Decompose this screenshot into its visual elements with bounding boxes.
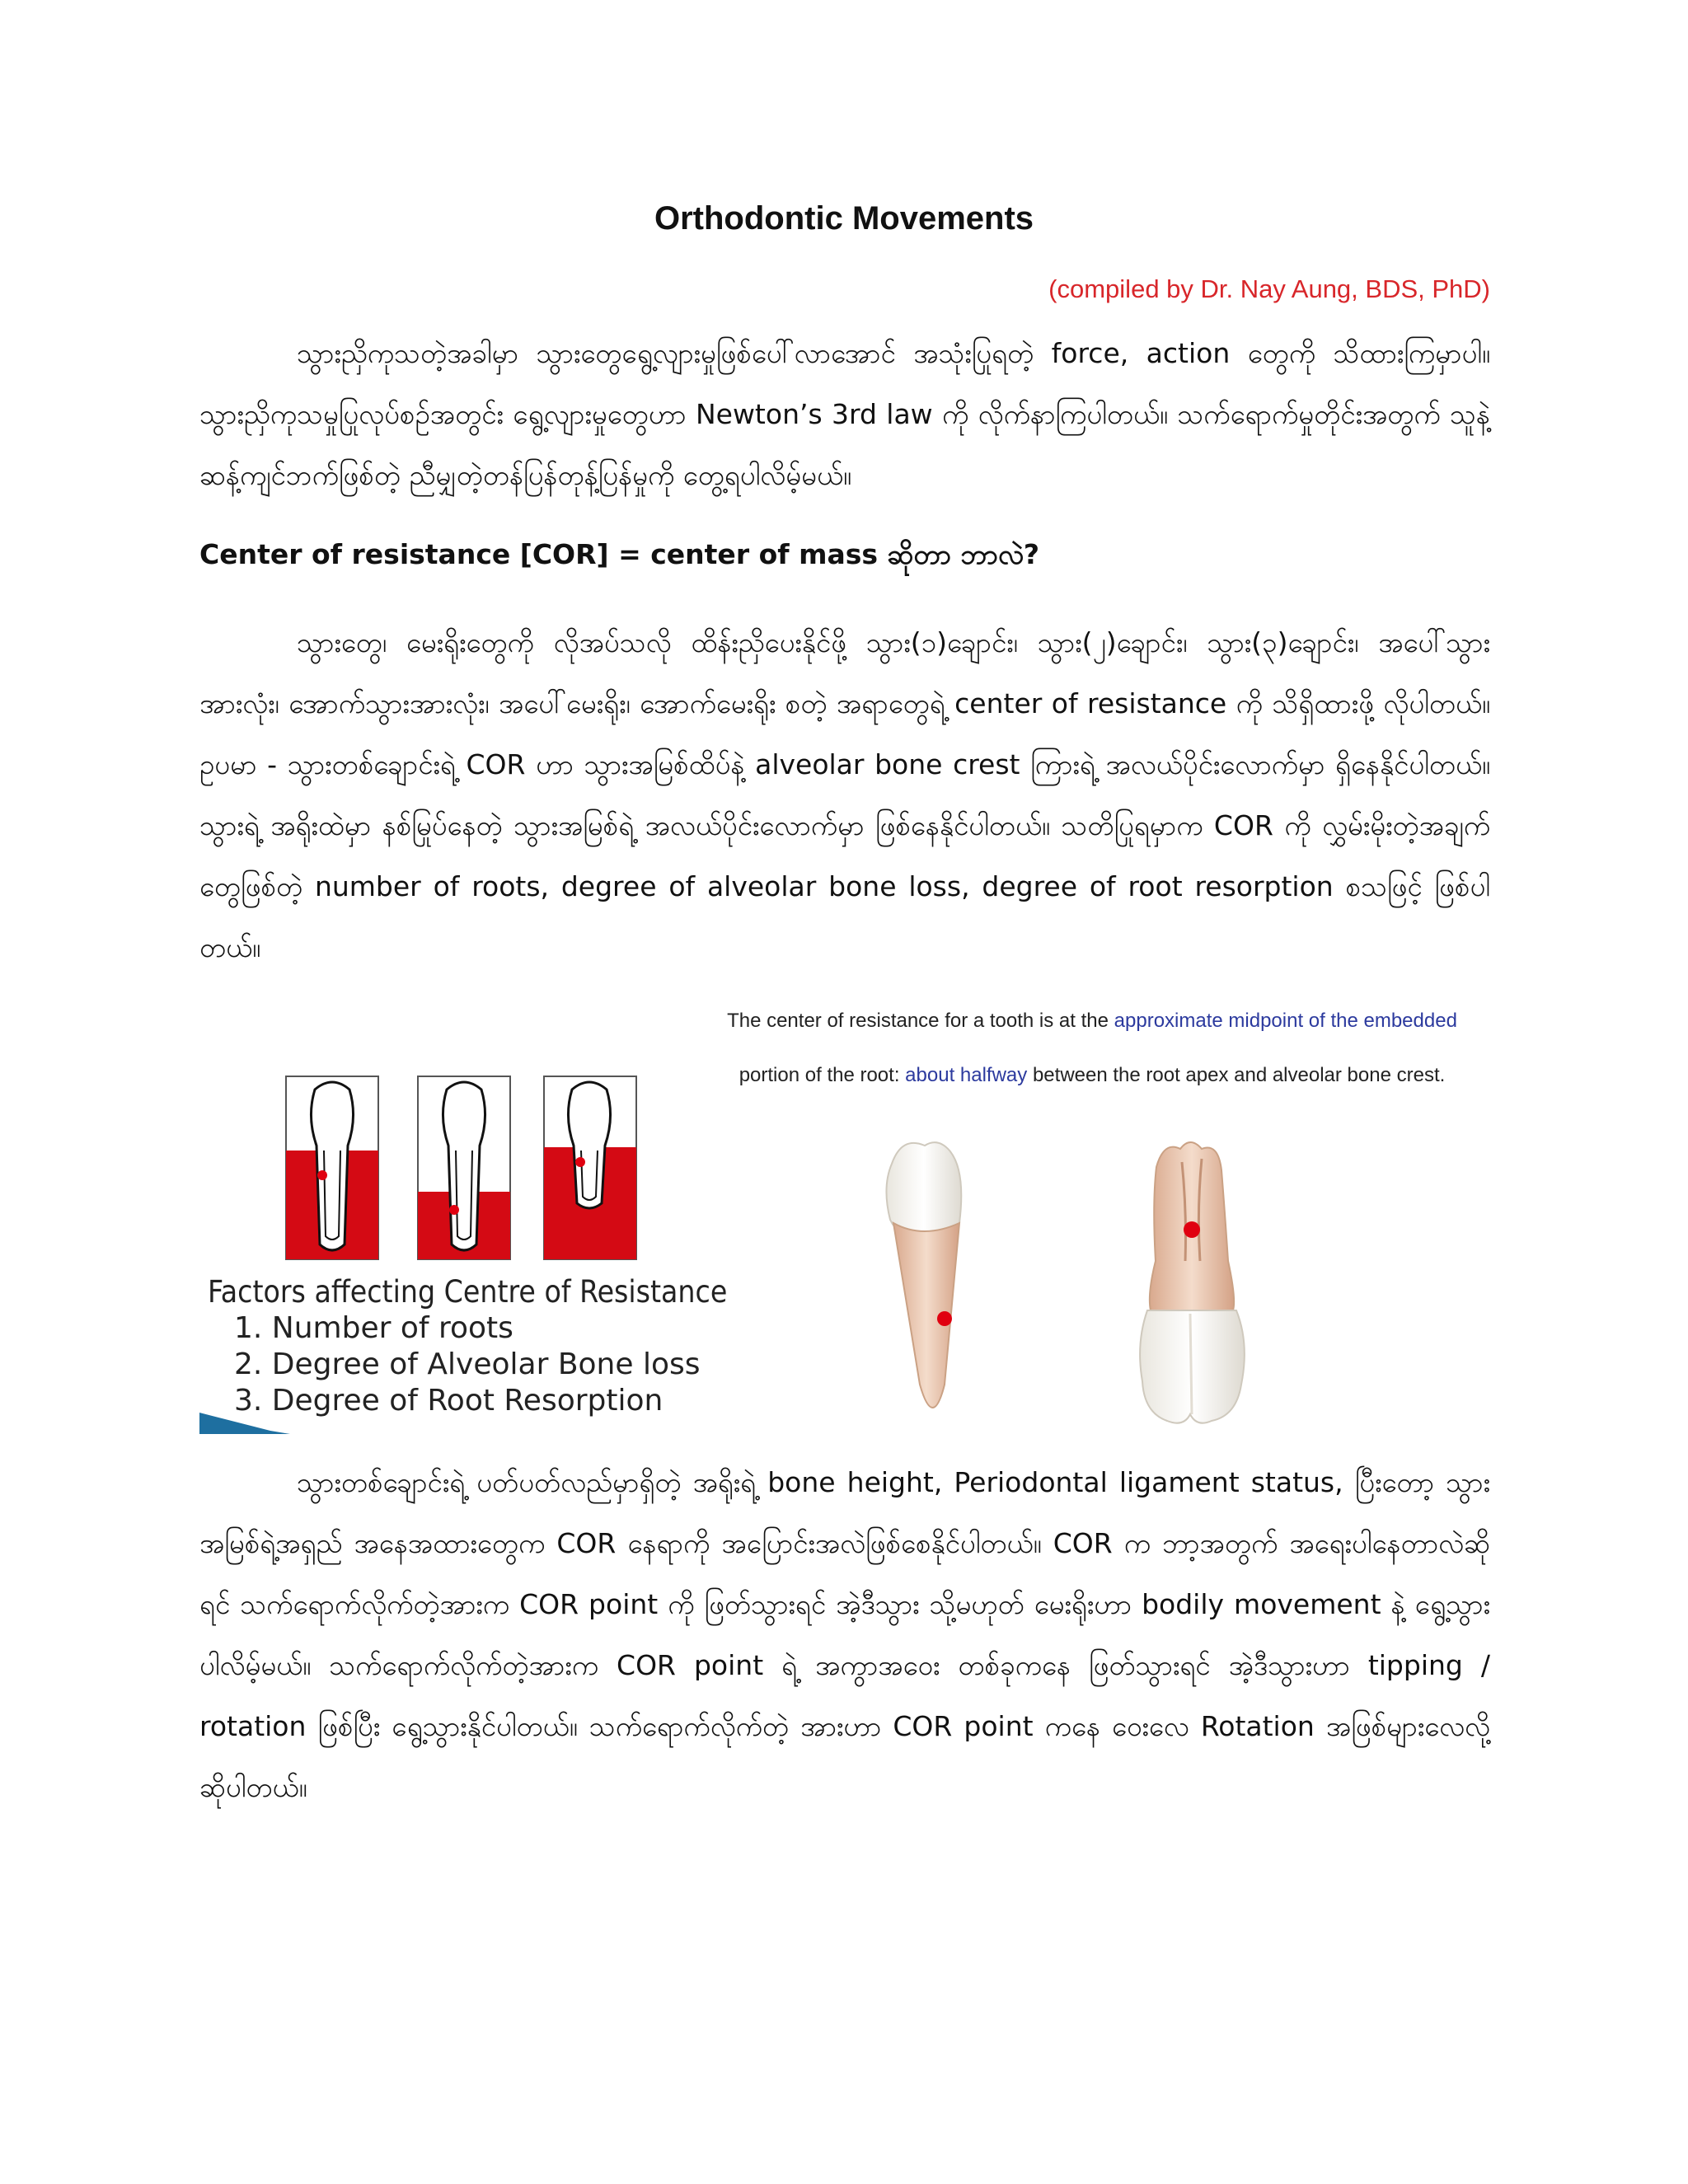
- section-heading: Center of resistance [COR] = center of mass ဆိုတာ ဘာလဲ?: [199, 538, 1040, 570]
- factors-list: [234, 1310, 701, 1419]
- caption-text: The center of resistance for a tooth is at the: [727, 1010, 1114, 1032]
- factor-item: 3. Degree of Root Resorption: [234, 1384, 663, 1418]
- intro-paragraph: သွားညှိကုသတဲ့အခါမှာ သွားတွေရွေ့လျားမှုဖြစ်ပေါ်လာအောင် အသုံးပြုရတဲ့ force, action တွေကို သိထားကြမှာပါ။ သွားညှိကုသမှုပြုလုပ်စဉ်အတွင်း ရွေ့လျားမှုတွေဟာ Newton’s 3rd law ကို လိုက်နာကြပါတယ်။ သက်ရောက်မှုတိုင်းအတွက် သူနဲ့ဆန့်ကျင်ဘက်ဖြစ်တဲ့ ညီမျှတဲ့တန်ပြန်တုန့်ပြန်မှုကို တွေ့ရပါလိမ့်မယ်။: [199, 337, 1490, 491]
- cor-paragraph: သွားတွေ၊ မေးရိုးတွေကို လိုအပ်သလို ထိန်းညှိပေးနိုင်ဖို့ သွား(၁)ချောင်း၊ သွား(၂)ချောင်း၊ သွား(၃)ချောင်း၊ အပေါ်သွားအားလုံး၊ အောက်သွားအားလုံး၊ အပေါ်မေးရိုး၊ အောက်မေးရိုး စတဲ့ အရာတွေရဲ့ center of resistance ကို သိရှိထားဖို့ လိုပါတယ်။ ဥပမာ - သွားတစ်ချောင်းရဲ့ COR ဟာ သွားအမြစ်ထိပ်နဲ့ alveolar bone crest ကြားရဲ့ အလယ်ပိုင်းလောက်မှာ ရှိနေနိုင်ပါတယ်။ သွားရဲ့ အရိုးထဲမှာ နစ်မြုပ်နေတဲ့ သွားအမြစ်ရဲ့ အလယ်ပိုင်းလောက်မှာ ဖြစ်နေနိုင်ပါတယ်။ သတိပြုရမှာက COR ကို လွှမ်းမိုးတဲ့အချက်တွေဖြစ်တဲ့ number of roots, degree of alveolar bone loss, degree of root resorption စသဖြင့် ဖြစ်ပါတယ်။: [199, 626, 1490, 963]
- caption-text: portion of the root:: [738, 1064, 906, 1086]
- single-rooted-tooth: [886, 1142, 961, 1408]
- page-title: Orthodontic Movements: [654, 200, 1034, 237]
- factor-item: 2. Degree of Alveolar Bone loss: [234, 1347, 701, 1381]
- multi-rooted-tooth: [1140, 1142, 1245, 1423]
- figure-caption-line-2: [692, 1064, 1492, 1087]
- tooth-diagram-2: [418, 1076, 510, 1259]
- figure-caption-line-1: [692, 1010, 1492, 1033]
- cor-factors-figure: [199, 1071, 728, 1434]
- factors-heading: Factors affecting Centre of Resistance: [208, 1274, 728, 1310]
- tooth-illustrations: [874, 1137, 1319, 1434]
- tooth-diagram-1: [286, 1076, 378, 1259]
- author-credit: (compiled by Dr. Nay Aung, BDS, PhD): [1048, 274, 1490, 303]
- factor-item: 1. Number of roots: [234, 1311, 513, 1345]
- cor-importance-paragraph: သွားတစ်ချောင်းရဲ့ ပတ်ပတ်လည်မှာရှိတဲ့ အရိုးရဲ့ bone height, Periodontal ligament status, ပြီးတော့ သွားအမြစ်ရဲ့အရှည် အနေအထားတွေက COR နေရာကို အပြောင်းအလဲဖြစ်စေနိုင်ပါတယ်။ COR က ဘာ့အတွက် အရေးပါနေတာလဲဆိုရင် သက်ရောက်လိုက်တဲ့အားက COR point ကို ဖြတ်သွားရင် အဲ့ဒီသွား သို့မဟုတ် မေးရိုးဟာ bodily movement နဲ့ ရွေ့သွားပါလိမ့်မယ်။ သက်ရောက်လိုက်တဲ့အားက COR point ရဲ့ အကွာအဝေး တစ်ခုကနေ ဖြတ်သွားရင် အဲ့ဒီသွားဟာ tipping / rotation ဖြစ်ပြီး ရွေ့သွားနိုင်ပါတယ်။ သက်ရောက်လိုက်တဲ့ အားဟာ COR point ကနေ ဝေးလေ Rotation အဖြစ်များလေလို့ ဆိုပါတယ်။: [199, 1466, 1490, 1803]
- caption-highlight: approximate midpoint of the embedded: [1114, 1010, 1457, 1032]
- tooth-diagram-3: [544, 1076, 636, 1259]
- tooth-illustration-svg: [874, 1137, 1319, 1434]
- caption-highlight: about halfway: [905, 1064, 1028, 1086]
- caption-text: between the root apex and alveolar bone crest.: [1027, 1064, 1446, 1086]
